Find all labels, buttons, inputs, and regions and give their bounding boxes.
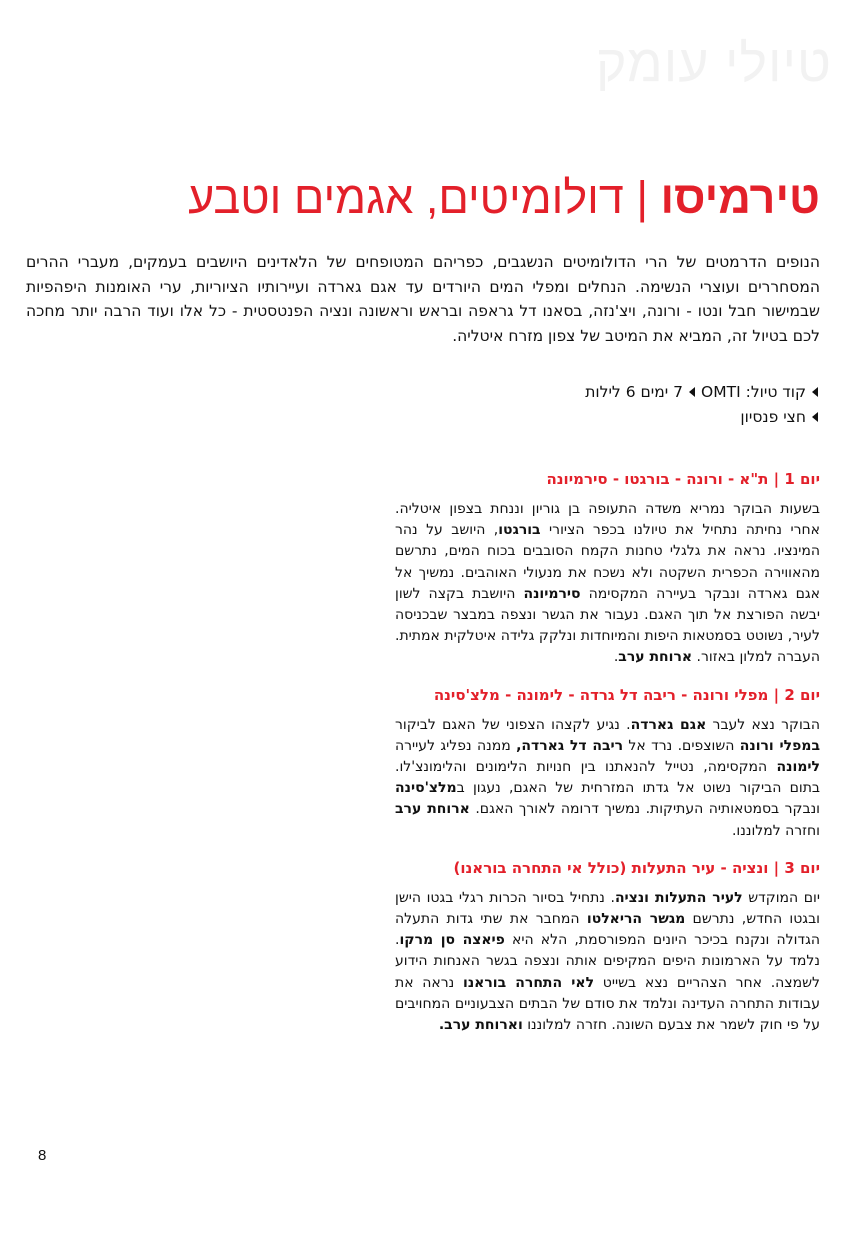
day-text: ממנה נפליג לעיירה bbox=[395, 737, 517, 754]
day-text: . נגיע לקצהו הצפוני של האגם לביקור bbox=[395, 716, 631, 733]
day-text-bold: בורגטו bbox=[498, 522, 541, 539]
day-text-bold: לאי התחרה בוראנו bbox=[463, 974, 595, 991]
trip-board: חצי פנסיון bbox=[740, 407, 806, 426]
day-text: , היושב על נהר המינציו. נראה את גלגלי טחנות הקמח הסובבים בכוח המים, נתרשם מהאווירה הכפרית השקטה ולא נשכח את מנעולי האוהבים. נמשיך אל אגם גארדה ונבקר בעיירה המקסימה bbox=[395, 522, 821, 602]
trip-meta bbox=[585, 380, 818, 429]
day-description bbox=[395, 499, 820, 669]
day-text: המקסימה, נטייל להנאתנו בין חנויות הלימונים והלימונצ'לו. בתום הביקור נשוט אל גדתו המזרחית של האגם, נעגון ב bbox=[395, 759, 820, 797]
header-watermark: טיולי עומק bbox=[595, 35, 832, 93]
trip-code-value: OMTI bbox=[701, 383, 741, 401]
itinerary-day bbox=[395, 857, 820, 1036]
intro-paragraph: הנופים הדרמטים של הרי הדולומיטים הנשגבים, כפריהם המטופחים של הלאדינים היושבים בעמקים, מעברי ההרים המסחררים ועוצרי הנשימה. הנחלים ומפלי המים היורדים עד אגם גארדה ועיירותיו הציוריות, ערי האומנות היפהפיות שבמישור חבל ונטו - ורונה, ויצ'נזה, בסאנו דל גראפה ובראש וראשונה ונציה הפנטסטית - כל אלו ועוד הרבה יותר מחכה לכם בטיול זה, המביא את המיטב של צפון מזרח איטליה. bbox=[26, 253, 820, 345]
day-text-bold: ריבה דל גארדה, bbox=[516, 737, 624, 754]
day-text: המחבר את שתי גדות התעלה הגדולה ונקנח בכיכר היונים המפורסמת, הלא היא bbox=[395, 911, 820, 949]
day-text-bold: פיאצה סן מרקו bbox=[399, 932, 505, 949]
bullet-triangle-icon bbox=[812, 387, 818, 397]
day-text-bold: לעיר התעלות ונציה bbox=[614, 889, 743, 906]
day-text: . נלמד על הארמונות היפים המקיפים אותה ונצפה בגשר האנחות הידוע לשמצה. אחר הצהריים נצא בשייט bbox=[395, 932, 820, 991]
day-title: יום 2 | מפלי ורונה - ריבה דל גרדה - לימונה - מלצ'סינה bbox=[433, 685, 820, 704]
trip-code-label: קוד טיול: bbox=[745, 383, 806, 401]
day-text-bold: במפלי ורונה bbox=[739, 737, 820, 754]
day-text-bold: ארוחת ערב bbox=[618, 649, 693, 666]
itinerary-day bbox=[395, 684, 820, 842]
day-title: יום 1 | ת"א - ורונה - בורגטו - סירמיונה bbox=[546, 470, 820, 488]
day-text: וחזרה למלוננו. bbox=[731, 822, 820, 839]
day-text: הבוקר נצא לעבר bbox=[706, 716, 820, 733]
day-text-bold: אגם גארדה bbox=[630, 716, 707, 733]
day-text-bold: וארוחת ערב. bbox=[438, 1017, 523, 1034]
day-description bbox=[395, 888, 820, 1036]
trip-duration: 7 ימים 6 לילות bbox=[585, 383, 684, 401]
day-text: ונבקר בסמטאותיה העתיקות. נמשיך דרומה לאורך האגם. bbox=[469, 801, 820, 818]
title-main: טירמיסו bbox=[660, 172, 820, 223]
page-number: 8 bbox=[38, 1147, 47, 1164]
day-text-bold: ארוחת ערב bbox=[395, 801, 470, 818]
day-text: בשעות הבוקר נמריא משדה התעופה בן גוריון וננחת בצפון איטליה. אחרי נחיתה נתחיל את טיולנו בכפר הציורי bbox=[395, 501, 821, 539]
day-text: היושבת בקצה לשון יבשה הפורצת אל תוך האגם. נעבור את הגשר ונצפה במבצר שבכניסה לעיר, נשוטט בסמטאות היפות והמיוחדות ונלקק גלידה איטלקית אמתית. העברה למלון באזור. bbox=[395, 585, 820, 666]
day-text: נראה את עבודות התחרה העדינה ונלמד את סודם של הבתים הצבעוניים המחויבים על פי חוק לשמר את צבעם השונה. חזרה למלוננו bbox=[395, 974, 820, 1034]
day-description bbox=[395, 715, 820, 842]
title-sub: דולומיטים, אגמים וטבע bbox=[188, 172, 624, 223]
itinerary bbox=[395, 468, 820, 1051]
day-text-bold: מגשר הריאלטו bbox=[586, 911, 686, 928]
day-text-bold: לימונה bbox=[776, 759, 820, 776]
trip-meta-line-2 bbox=[585, 405, 818, 430]
separator-triangle-icon bbox=[689, 387, 695, 397]
page-title bbox=[40, 170, 820, 226]
day-text-bold: סירמיונה bbox=[523, 585, 581, 602]
day-title: יום 3 | ונציה - עיר התעלות (כולל אי התחרה בוראנו) bbox=[453, 858, 820, 877]
title-separator: | bbox=[623, 172, 661, 223]
bullet-triangle-icon bbox=[812, 412, 818, 422]
day-text: יום המוקדש bbox=[742, 889, 820, 906]
day-text: השוצפים. נרד אל bbox=[623, 737, 740, 754]
day-text-bold: מלצ'סינה bbox=[395, 780, 457, 797]
day-text: . bbox=[613, 649, 619, 666]
trip-meta-line-1 bbox=[585, 380, 818, 405]
itinerary-day bbox=[395, 468, 820, 669]
day-text: . נתחיל בסיור הכרות רגלי בגטו הישן ובגטו החדש, נתרשם bbox=[395, 889, 820, 928]
